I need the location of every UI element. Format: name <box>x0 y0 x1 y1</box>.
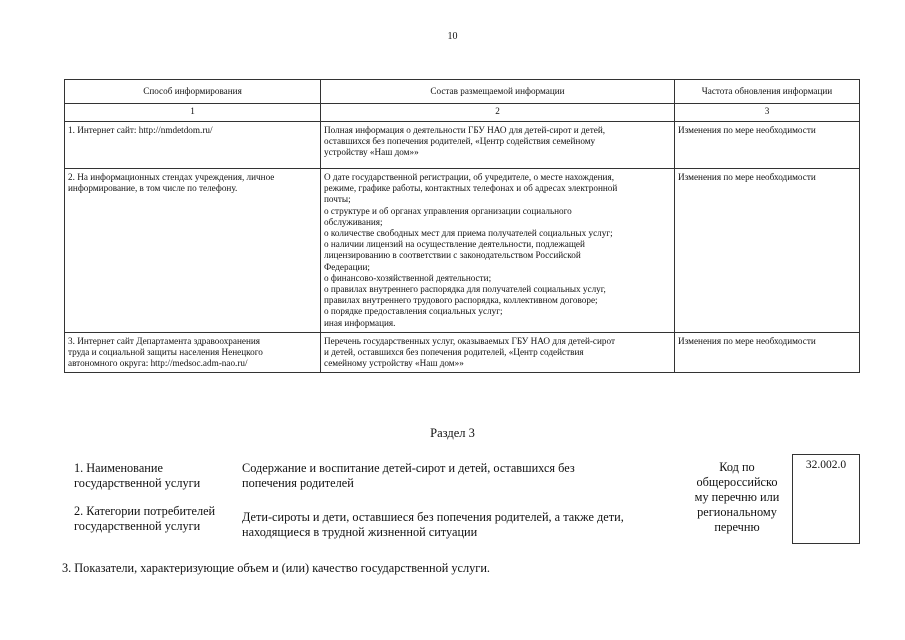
column-number: 3 <box>675 104 860 122</box>
code-label-line: региональному <box>697 505 777 519</box>
table-row <box>65 332 860 373</box>
frequency-cell: Изменения по мере необходимости <box>675 169 860 333</box>
content-line: о порядке предоставления социальных услуг; <box>324 306 503 317</box>
method-line: 1. Интернет сайт: http://nmdetdom.ru/ <box>68 125 213 135</box>
page-number: 10 <box>447 31 458 42</box>
content-line: Полная информация о деятельности ГБУ НАО для детей-сирот и детей, <box>324 125 606 135</box>
content-cell <box>321 169 675 333</box>
label-line: 1. Наименование <box>74 461 163 475</box>
method-line: 2. На информационных стендах учреждения, личное <box>68 172 275 182</box>
content-line: о наличии лицензий на осуществление деятельности, подлежащей <box>324 239 585 250</box>
service-name-label <box>74 461 244 491</box>
content-line: устройству «Наш дом»» <box>324 147 419 158</box>
code-label <box>682 460 792 535</box>
service-consumers-label <box>74 504 244 534</box>
content-line: семейному устройству «Наш дом»» <box>324 358 464 369</box>
content-line: Федерации; <box>324 261 370 272</box>
content-line: О дате государственной регистрации, об учредителе, о месте нахождения, <box>324 172 614 182</box>
label-line: 2. Категории потребителей <box>74 504 216 518</box>
value-line: попечения родителей <box>242 476 354 490</box>
frequency-cell: Изменения по мере необходимости <box>675 122 860 169</box>
content-line: о правилах внутреннего распорядка для получателей социальных услуг, <box>324 284 606 295</box>
content-line: о структуре и об органах управления организации социального <box>324 205 572 216</box>
content-line: режиме, графике работы, контактных телефонах и об адресах электронной <box>324 183 618 194</box>
method-cell <box>65 332 321 373</box>
content-cell <box>321 122 675 169</box>
method-line: труда и социальной защиты населения Ненецкого <box>68 347 263 358</box>
code-label-line: общероссийско <box>696 475 778 489</box>
method-line: 3. Интернет сайт Департамента здравоохранения <box>68 335 261 346</box>
code-value-box: 32.002.0 <box>792 454 860 544</box>
column-number-row <box>65 104 860 122</box>
content-line: Перечень государственных услуг, оказываемых ГБУ НАО для детей-сирот <box>324 335 615 346</box>
header-frequency: Частота обновления информации <box>675 80 860 104</box>
content-line: о количестве свободных мест для приема получателей социальных услуг; <box>324 228 613 239</box>
content-line: о финансово-хозяйственной деятельности; <box>324 272 492 283</box>
method-line: информирование, в том числе по телефону. <box>68 183 238 194</box>
value-line: находящиеся в трудной жизненной ситуации <box>242 525 478 539</box>
method-cell <box>65 169 321 333</box>
service-consumers-value <box>242 510 682 540</box>
column-number: 1 <box>65 104 321 122</box>
code-label-line: Код по <box>719 460 755 474</box>
content-line: иная информация. <box>324 317 396 328</box>
content-line: почты; <box>324 194 351 205</box>
code-label-line: му перечню или <box>694 490 780 504</box>
header-method: Способ информирования <box>65 80 321 104</box>
table-row <box>65 169 860 333</box>
value-line: Дети-сироты и дети, оставшиеся без попечения родителей, а также дети, <box>242 510 624 524</box>
service-name-value <box>242 461 682 491</box>
content-line: оставшихся без попечения родителей, «Центр содействия семейному <box>324 136 596 147</box>
table-row <box>65 122 860 169</box>
column-number: 2 <box>321 104 675 122</box>
content-line: правилах внутреннего трудового распорядка, коллективном договоре; <box>324 295 598 306</box>
label-line: государственной услуги <box>74 476 201 490</box>
content-line: и детей, оставшихся без попечения родителей, «Центр содействия <box>324 347 584 358</box>
method-cell <box>65 122 321 169</box>
content-line: лицензированию в соответствии с законодательством Российской <box>324 250 581 261</box>
table-header-row <box>65 80 860 104</box>
frequency-cell: Изменения по мере необходимости <box>675 332 860 373</box>
section-title: Раздел 3 <box>430 426 475 440</box>
code-label-line: перечню <box>714 520 760 534</box>
indicators-heading: 3. Показатели, характеризующие объем и (или) качество государственной услуги. <box>62 561 490 575</box>
content-cell <box>321 332 675 373</box>
information-table <box>64 79 860 373</box>
content-line: обслуживания; <box>324 216 383 227</box>
label-line: государственной услуги <box>74 519 201 533</box>
method-line: автономного округа: http://medsoc.adm-nao.ru/ <box>68 358 248 369</box>
header-content: Состав размещаемой информации <box>321 80 675 104</box>
value-line: Содержание и воспитание детей-сирот и детей, оставшихся без <box>242 461 575 475</box>
